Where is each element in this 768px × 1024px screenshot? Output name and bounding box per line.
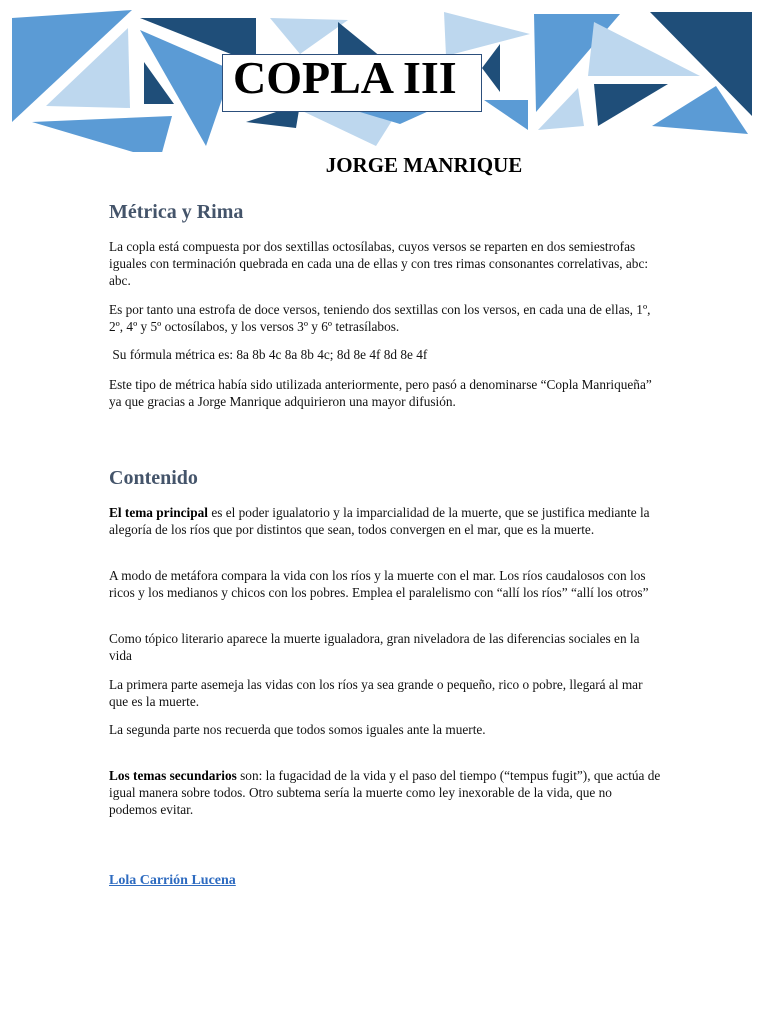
metrica-paragraph-4: Este tipo de métrica había sido utilizada anteriormente, pero pasó a denominarse “Copla Manriqueña” ya que gracias a Jorge Manrique adquirieron una mayor difusión. (109, 377, 652, 409)
metrica-paragraph-1: La copla está compuesta por dos sextillas octosílabas, cuyos versos se reparten en dos semiestrofas iguales con terminación quebrada en cada una de ellas y con tres rimas consonantes correlativas, abc: abc. (109, 239, 649, 288)
contenido-paragraph-2: A modo de metáfora compara la vida con los ríos y la muerte con el mar. Los ríos caudalosos con los ricos y los medianos y chicos con los pobres. Emplea el paralelismo con “allí los ríos” “allí los otros” (109, 568, 649, 600)
triangle-shape (32, 116, 172, 152)
paragraph-text: son: la fugacidad de la vida y el paso del tiempo (“tempus fugit”), que actúa de igual manera sobre todos. Otro subtema sería la muerte como ley inexorable de la vida, que no podemos evitar. (109, 768, 661, 817)
author-name: JORGE MANRIQUE (325, 153, 523, 177)
author-signature-link[interactable]: Lola Carrión Lucena (109, 873, 236, 888)
contenido-paragraph-6 (109, 767, 662, 818)
bold-term: El tema principal (109, 505, 208, 520)
triangle-shape (444, 12, 530, 56)
contenido-paragraph-4: La primera parte asemeja las vidas con los ríos ya sea grande o pequeño, rico o pobre, llegará al mar que es la muerte. (109, 677, 643, 709)
page-title: COPLA III (233, 52, 457, 103)
triangle-shape (270, 18, 348, 54)
contenido-paragraph-3: Como tópico literario aparece la muerte igualadora, gran niveladora de las diferencias sociales en la vida (109, 631, 640, 663)
section-heading-contenido: Contenido (109, 467, 198, 489)
metrica-paragraph-3: Su fórmula métrica es: 8a 8b 4c 8a 8b 4c; 8d 8e 4f 8d 8e 4f (109, 347, 428, 362)
contenido-paragraph-1 (109, 504, 662, 538)
section-heading-metrica: Métrica y Rima (109, 201, 244, 223)
contenido-paragraph-5: La segunda parte nos recuerda que todos somos iguales ante la muerte. (109, 722, 486, 737)
triangle-shape (484, 100, 528, 130)
triangle-shape (594, 84, 668, 126)
title-box (222, 54, 482, 112)
bold-term: Los temas secundarios (109, 768, 237, 783)
metrica-paragraph-2: Es por tanto una estrofa de doce versos, teniendo dos sextillas con los versos, en cada una de ellas, 1º, 2º, 4º y 5º octosílabos, y los versos 3º y 6º tetrasílabos. (109, 302, 651, 334)
paragraph-text: es el poder igualatorio y la imparcialidad de la muerte, que se justifica mediante la alegoría de los ríos que por distintos que sean, todos convergen en el mar, que es la muerte. (109, 505, 650, 537)
triangle-shape (482, 44, 500, 92)
